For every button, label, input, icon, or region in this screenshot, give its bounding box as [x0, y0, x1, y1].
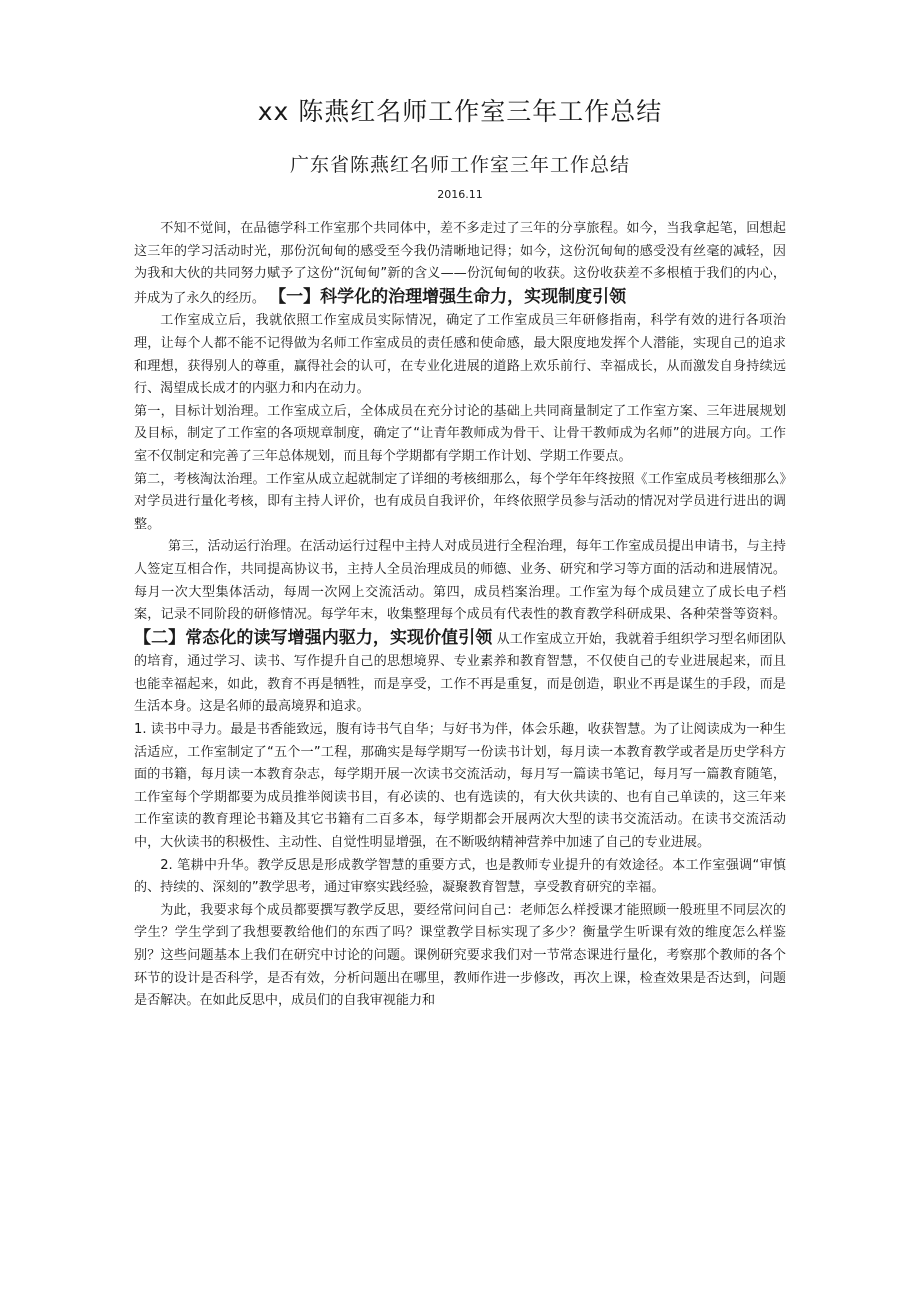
document-subtitle: 广东省陈燕红名师工作室三年工作总结	[289, 154, 630, 176]
document-title: xx 陈燕红名师工作室三年工作总结	[257, 97, 663, 126]
paragraph-goal-plan: 第一，目标计划治理。工作室成立后，全体成员在充分讨论的基础上共同商量制定了工作室方案、三年进展规划及目标，制定了工作室的各项规章制度，确定了“让青年教师成为骨干、让骨干教师成为名师”的进展方向。工作室不仅制定和完善了三年总体规划，而且每个学期都有学期工作计划、学期工作要点。	[134, 403, 786, 464]
paragraph-activity	[134, 536, 786, 719]
paragraph-reading: 1. 读书中寻力。最是书香能致远，腹有诗书气自华；与好书为伴，体会乐趣，收获智慧。为了让阅读成为一种生活适应，工作室制定了“五个一”工程，那确实是每学期写一份读书计划，每月读一本教育教学或者是历史学科方面的书籍，每月读一本教育杂志，每学期开展一次读书交流活动，每月写一篇读书笔记，每月写一篇教育随笔，工作室每个学期都要为成员推举阅读书目，有必读的、也有选读的，有大伙共读的、也有自己单读的，这三年来工作室读的教育理论书籍及其它书籍有二百多本，每学期都会开展两次大型的读书交流活动。在读书交流活动中，大伙读书的积极性、主动性、自觉性明显增强，在不断吸纳精神营养中加速了自己的专业进展。	[134, 722, 786, 851]
paragraph-reflection: 为此，我要求每个成员都要撰写教学反思，要经常问问自己：老师怎么样授课才能照顾一般班里不同层次的学生？学生学到了我想要教给他们的东西了吗？课堂教学目标实现了多少？衡量学生听课有效的维度怎么样鉴别？这些问题基本上我们在研究中讨论的问题。课例研究要求我们对一节常态课进行量化，考察那个教师的各个环节的设计是否科学，是否有效，分析问题出在哪里，教师作进一步修改，再次上课，检查效果是否达到，问题是否解决。在如此反思中，成员们的自我审视能力和	[134, 902, 786, 1009]
section-heading-1: 【一】科学化的治理增强生命力，实现制度引领	[269, 286, 627, 307]
document-body	[134, 218, 786, 1013]
document-date: 2016.11	[437, 188, 483, 201]
paragraph-text: 第三，活动运行治理。在活动运行过程中主持人对成员进行全程治理，每年工作室成员提出申请书，与主持人签定互相合作，共同提高协议书，主持人全员治理成员的师德、业务、研究和学习等方面的活动和进展情况。每月一次大型集体活动，每周一次网上交流活动。第四，成员档案治理。工作室为每个成员建立了成长电子档案，记录不同阶段的研修情况。每学年末，收集整理每个成员有代表性的教育教学科研成果、各种荣誉等资料。	[134, 539, 786, 623]
paragraph-writing: 2. 笔耕中升华。教学反思是形成教学智慧的重要方式，也是教师专业提升的有效途径。本工作室强调“审慎的、持续的、深刻的”教学思考，通过审察实践经验，凝聚教育智慧，享受教育研究的幸福。	[134, 857, 786, 896]
section-heading-2: 【二】常态化的读写增强内驱力，实现价值引领	[134, 627, 493, 648]
paragraph-management: 工作室成立后，我就依照工作室成员实际情况，确定了工作室成员三年研修指南，科学有效的进行各项治理，让每个人都不能不记得做为名师工作室成员的责任感和使命感，最大限度地发挥个人潜能，实现自己的追求和理想，获得别人的尊重，赢得社会的认可，在专业化进展的道路上欢乐前行、幸福成长，从而激发自身持续远行、渴望成长成才的内驱力和内在动力。	[134, 313, 786, 397]
paragraph-text: 从工作室成立开始，我就着手组织学习型名师团队的培育，通过学习、读书、写作提升自己的思想境界、专业素养和教育智慧，不仅使自己的专业进展起来，而且也能幸福起来，如此，教育不再是牺牲，而是享受，工作不再是重复，而是创造，职业不再是谋生的手段，而是生活本身。这是名师的最高境界和追求。	[134, 631, 787, 715]
paragraph-assessment: 第二，考核淘汰治理。工作室从成立起就制定了详细的考核细那么，每个学年年终按照《工作室成员考核细那么》对学员进行量化考核，即有主持人评价，也有成员自我评价，年终依照学员参与活动的情况对学员进行进出的调整。	[134, 471, 786, 532]
intro-paragraph	[134, 218, 786, 310]
paragraph-text: 不知不觉间，在品德学科工作室那个共同体中，差不多走过了三年的分享旅程。如今，当我拿起笔，回想起这三年的学习活动时光，那份沉甸甸的感受至今我仍清晰地记得；如今，这份沉甸甸的感受没有丝毫的减轻，因为我和大伙的共同努力赋予了这份“沉甸甸”新的含义——份沉甸甸的收获。这份收获差不多根植于我们的内心，并成为了永久的经历。	[134, 221, 786, 306]
